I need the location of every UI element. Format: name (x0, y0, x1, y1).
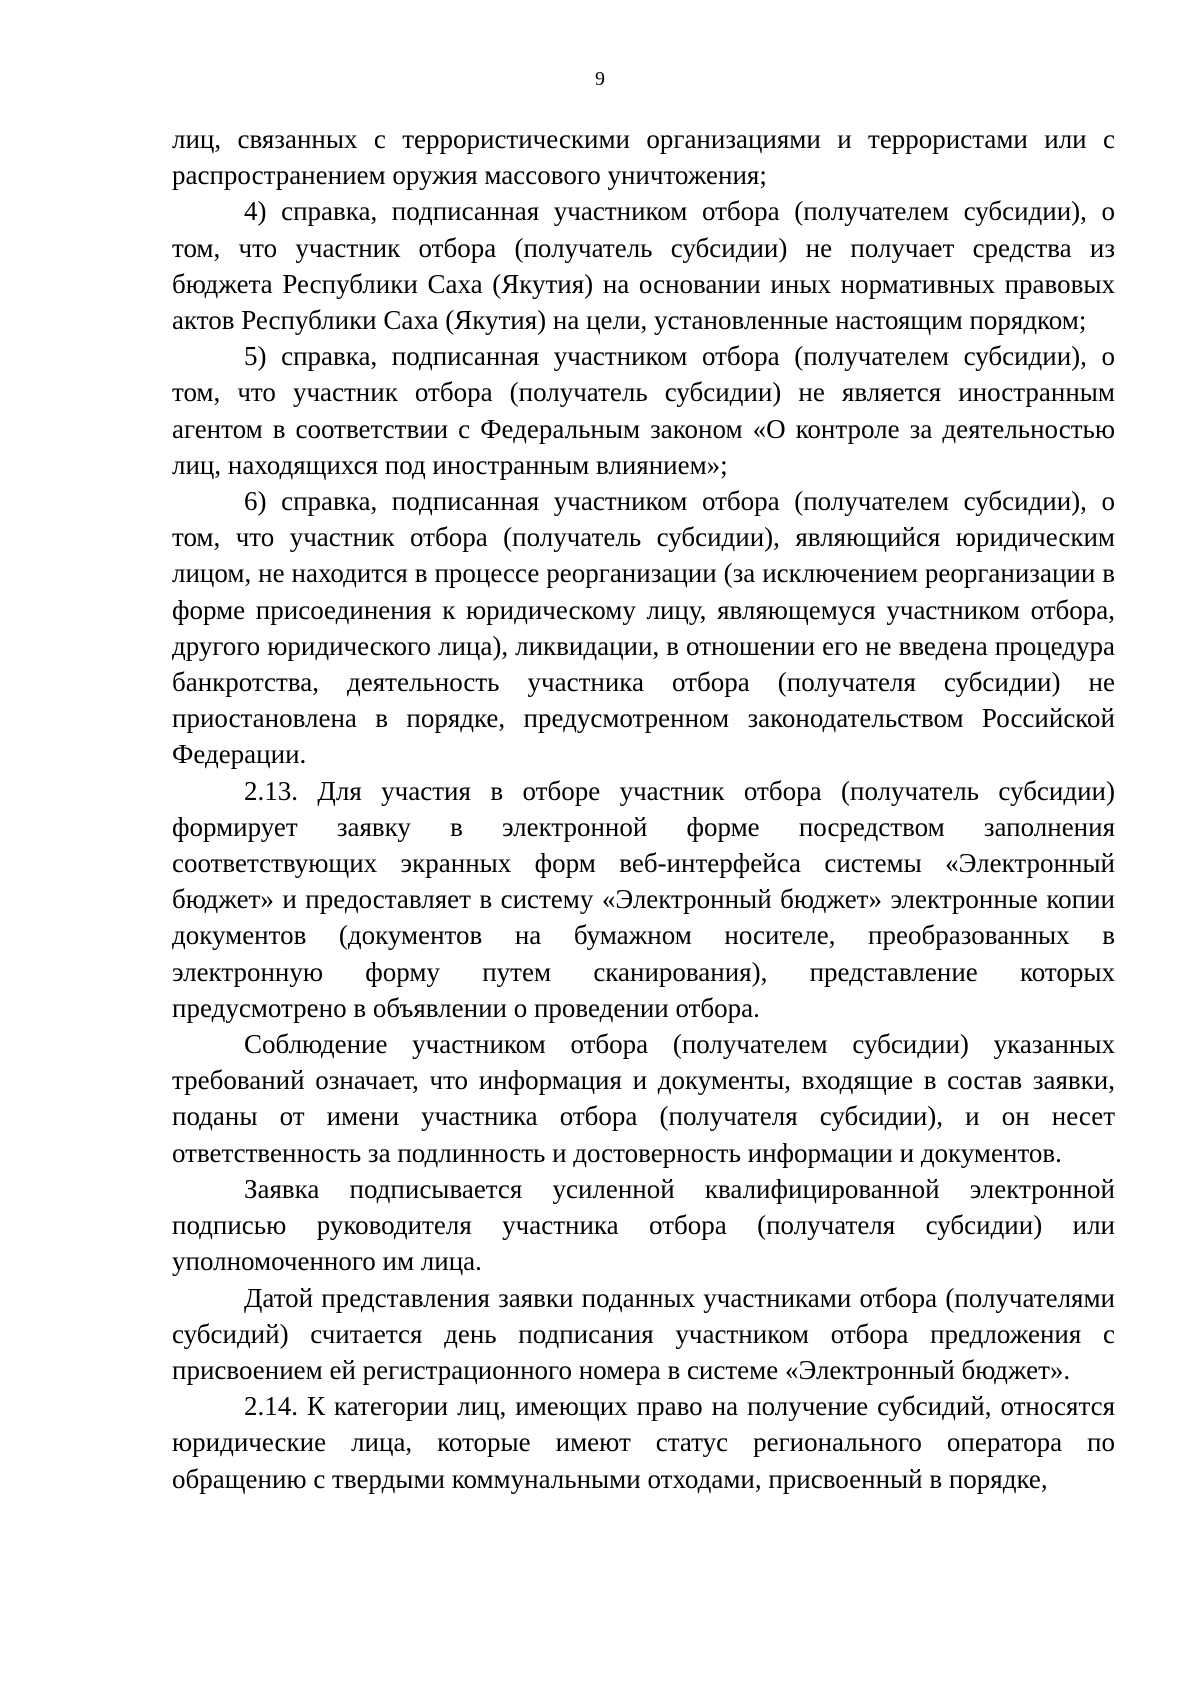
paragraph-clause-2-14: 2.14. К категории лиц, имеющих право на получение субсидий, относятся юридические лица, которые имеют статус регионального оператора по обращению с твердыми коммунальными отходами, присвоенный в порядке, (172, 1391, 1115, 1494)
page-number: 9 (595, 68, 605, 90)
paragraph-item-5: 5) справка, подписанная участником отбора (получателем субсидии), о том, что участник отбора (получатель субсидии) не является иностранным агентом в соответствии с Федеральным законом «О контроле за деятельностью лиц, находящихся под иностранным влиянием»; (172, 341, 1115, 480)
paragraph-clause-2-13: 2.13. Для участия в отборе участник отбора (получатель субсидии) формирует заявку в электронной форме посредством заполнения соответствующих экранных форм веб-интерфейса системы «Электронный бюджет» и предоставляет в систему «Электронный бюджет» электронные копии документов (документов на бумажном носителе, преобразованных в электронную форму путем сканирования), представление которых предусмотрено в объявлении о проведении отбора. (172, 775, 1115, 1023)
paragraph-submission-date: Датой представления заявки поданных участниками отбора (получателями субсидий) считается день подписания участником отбора предложения с присвоением ей регистрационного номера в системе «Электронный бюджет». (172, 1282, 1115, 1385)
paragraph-signature: Заявка подписывается усиленной квалифицированной электронной подписью руководителя участника отбора (получателя субсидии) или уполномоченного им лица. (172, 1173, 1115, 1277)
paragraph-compliance: Соблюдение участником отбора (получателем субсидии) указанных требований означает, что информация и документы, входящие в состав заявки, поданы от имени участника отбора (получателя субсидии), и он несет ответственность за подлинность и достоверность информации и документов. (172, 1029, 1115, 1168)
paragraph-item-4: 4) справка, подписанная участником отбора (получателем субсидии), о том, что участник отбора (получатель субсидии) не получает средства из бюджета Республики Саха (Якутия) на основании иных нормативных правовых актов Республики Саха (Якутия) на цели, установленные настоящим порядком; (172, 196, 1115, 336)
document-body (172, 121, 1115, 1497)
paragraph-continuation: лиц, связанных с террористическими организациями и террористами или с распространением оружия массового уничтожения; (172, 124, 1115, 191)
paragraph-item-6: 6) справка, подписанная участником отбора (получателем субсидии), о том, что участник отбора (получатель субсидии), являющийся юридическим лицом, не находится в процессе реорганизации (за исключением реорганизации в форме присоединения к юридическому лицу, являющемуся участником отбора, другого юридического лица), ликвидации, в отношении его не введена процедура банкротства, деятельность участника отбора (получателя субсидии) не приостановлена в порядке, предусмотренном законодательством Российской Федерации. (172, 486, 1115, 770)
